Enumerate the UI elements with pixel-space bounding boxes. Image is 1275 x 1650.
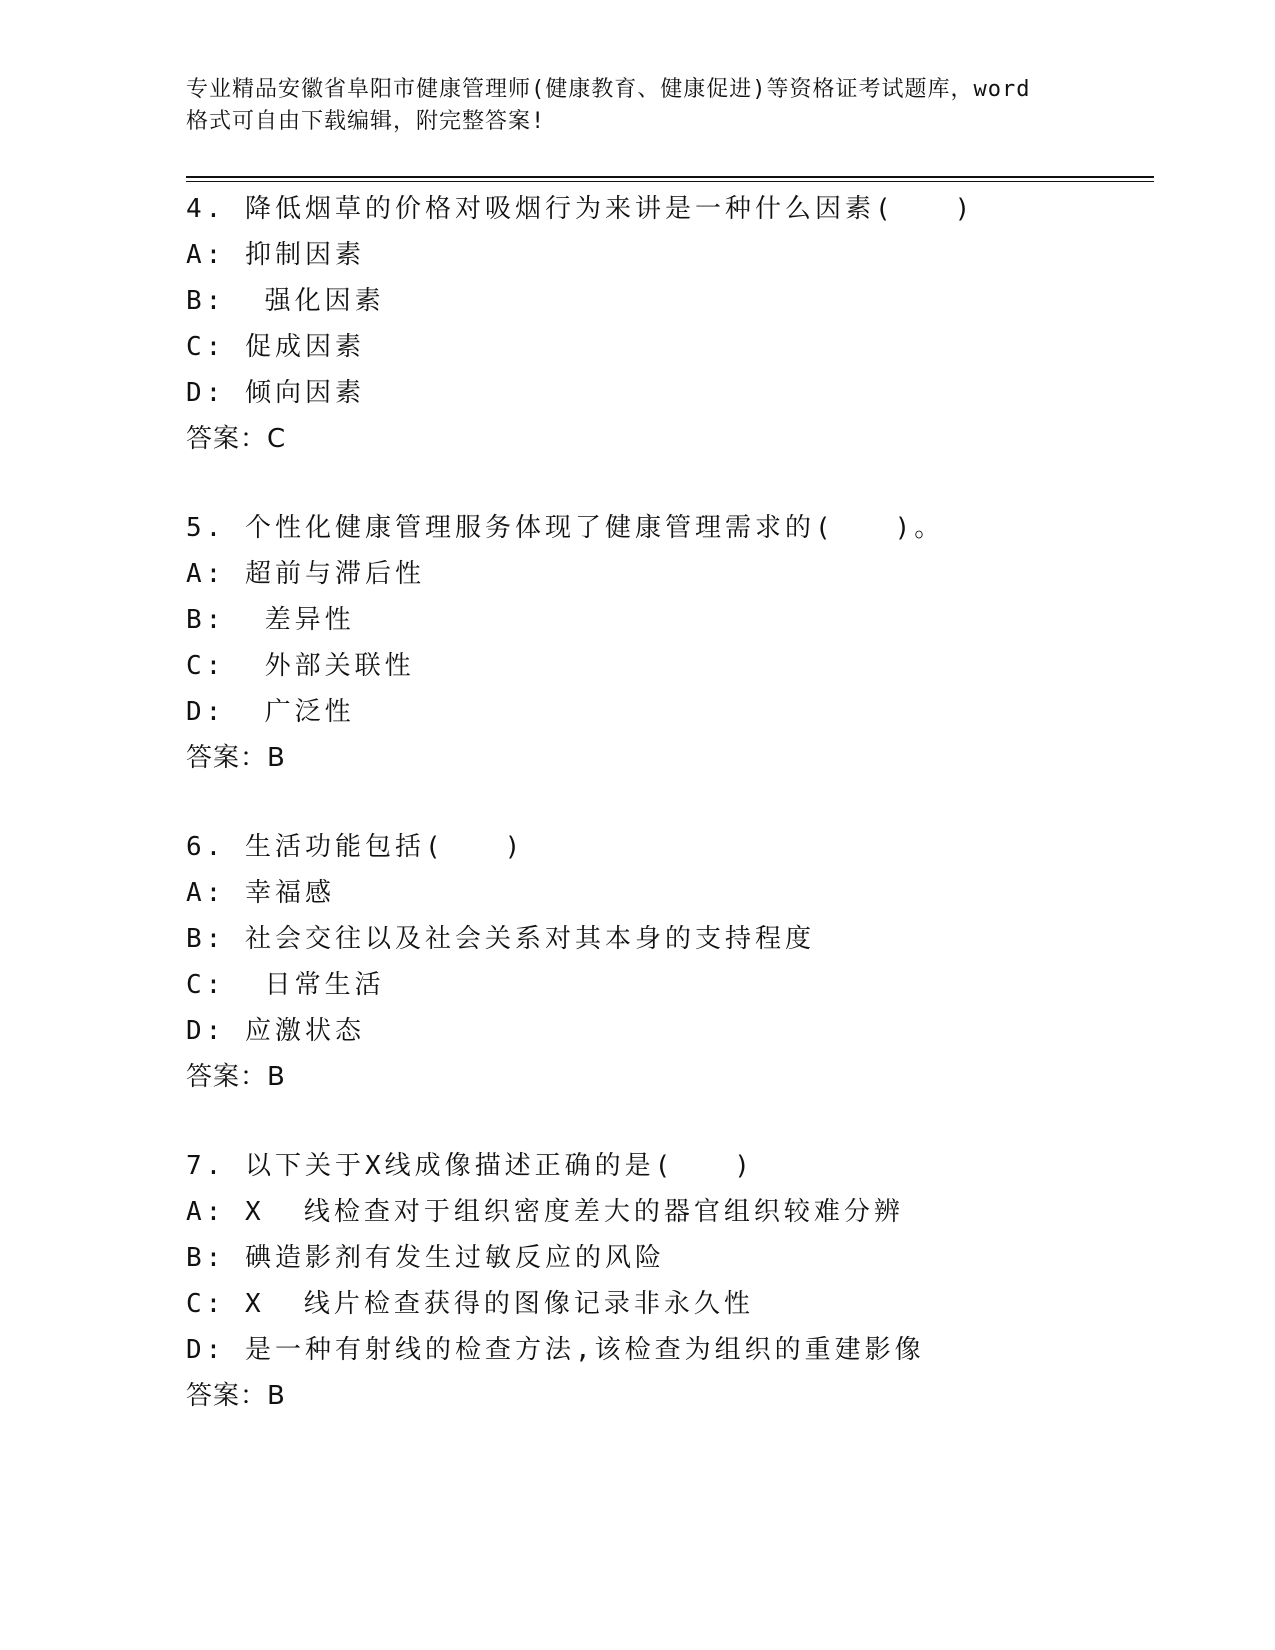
question-4 bbox=[186, 186, 1146, 462]
option-b: B: 碘造影剂有发生过敏反应的风险 bbox=[186, 1243, 665, 1273]
header-divider-thin bbox=[186, 181, 1154, 182]
question-stem: 4. 降低烟草的价格对吸烟行为来讲是一种什么因素( ) bbox=[186, 194, 975, 224]
question-6 bbox=[186, 824, 1146, 1100]
option-d: D: 是一种有射线的检查方法,该检查为组织的重建影像 bbox=[186, 1335, 925, 1365]
option-b: B: 差异性 bbox=[186, 605, 355, 635]
option-a: A: 抑制因素 bbox=[186, 240, 365, 270]
question-stem: 5. 个性化健康管理服务体现了健康管理需求的( )。 bbox=[186, 513, 945, 543]
answer: 答案：B bbox=[186, 743, 286, 773]
answer: 答案：B bbox=[186, 1381, 286, 1411]
option-d: D: 广泛性 bbox=[186, 697, 355, 727]
option-c: C: 促成因素 bbox=[186, 332, 365, 362]
document-header bbox=[186, 74, 1086, 138]
option-c: C: X 线片检查获得的图像记录非永久性 bbox=[186, 1289, 754, 1319]
option-a: A: 超前与滞后性 bbox=[186, 559, 425, 589]
option-a: A: 幸福感 bbox=[186, 878, 335, 908]
question-5 bbox=[186, 505, 1146, 781]
option-d: D: 应激状态 bbox=[186, 1016, 365, 1046]
header-divider-thick bbox=[186, 176, 1154, 178]
option-c: C: 外部关联性 bbox=[186, 651, 415, 681]
answer: 答案：C bbox=[186, 424, 287, 454]
option-b: B: 强化因素 bbox=[186, 286, 385, 316]
question-7 bbox=[186, 1143, 1146, 1419]
header-line-1: 专业精品安徽省阜阳市健康管理师(健康教育、健康促进)等资格证考试题库，word bbox=[186, 77, 1031, 102]
option-a: A: X 线检查对于组织密度差大的器官组织较难分辨 bbox=[186, 1197, 904, 1227]
option-b: B: 社会交往以及社会关系对其本身的支持程度 bbox=[186, 924, 815, 954]
question-stem: 7. 以下关于X线成像描述正确的是( ) bbox=[186, 1151, 754, 1181]
header-line-2: 格式可自由下载编辑，附完整答案! bbox=[186, 109, 546, 134]
answer: 答案：B bbox=[186, 1062, 286, 1092]
option-c: C: 日常生活 bbox=[186, 970, 385, 1000]
option-d: D: 倾向因素 bbox=[186, 378, 365, 408]
question-list bbox=[186, 186, 1146, 1462]
question-stem: 6. 生活功能包括( ) bbox=[186, 832, 525, 862]
